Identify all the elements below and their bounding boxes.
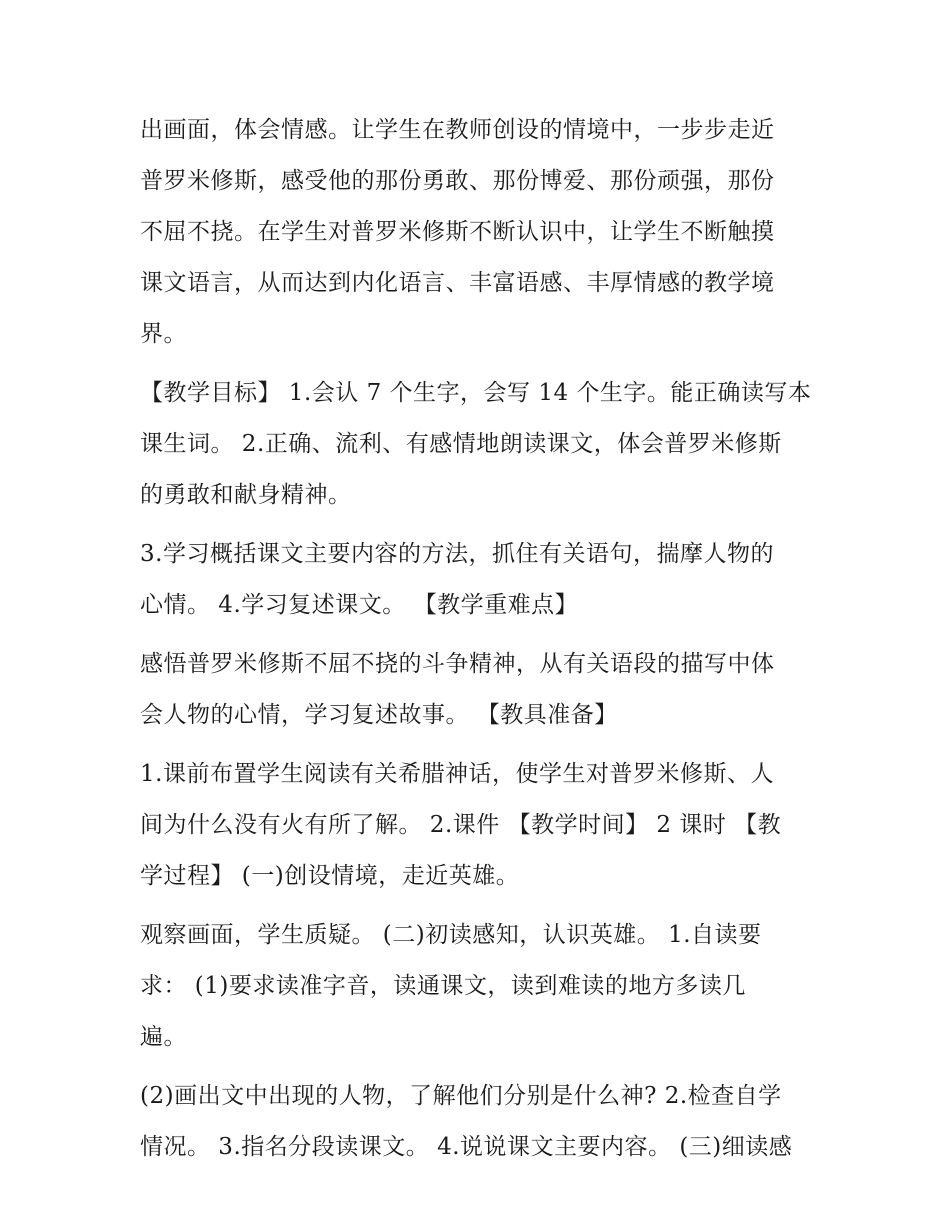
paragraph-gap: [140, 741, 820, 749]
text-line: (2)画出文中出现的人物，了解他们分别是什么神? 2.检查自学: [140, 1083, 782, 1109]
text-line: 出画面，体会情感。让学生在教师创设的情境中，一步步走近: [140, 117, 775, 143]
text-line: 学过程】 (一)创设情境，走近英雄。: [140, 863, 520, 889]
document-body: [140, 105, 820, 1173]
text-line: 遍。: [140, 1024, 187, 1050]
paragraph-gap: [140, 1063, 820, 1071]
text-line: 界。: [140, 321, 187, 347]
paragraph-gap: [140, 902, 820, 910]
text-line: 观察画面，学生质疑。 (二)初读感知，认识英雄。 1.自读要: [140, 922, 762, 948]
paragraph-gap: [140, 360, 820, 368]
text-line: 【教学目标】 1.会认 7 个生字，会写 14 个生字。能正确读写本: [140, 380, 812, 406]
text-line: 感悟普罗米修斯不屈不挠的斗争精神，从有关语段的描写中体: [140, 651, 775, 677]
text-line: 课生词。 2.正确、流利、有感情地朗读课文，体会普罗米修斯: [140, 431, 782, 457]
text-line: 3.学习概括课文主要内容的方法，抓住有关语句，揣摩人物的: [140, 541, 774, 567]
text-line: 的勇敢和献身精神。: [140, 482, 352, 508]
paragraph-gap: [140, 631, 820, 639]
text-line: 求： (1)要求读准字音，读通课文，读到难读的地方多读几: [140, 973, 746, 999]
text-line: 课文语言，从而达到内化语言、丰富语感、丰厚情感的教学境: [140, 270, 775, 296]
text-line: 1.课前布置学生阅读有关希腊神话，使学生对普罗米修斯、人: [140, 761, 774, 787]
paragraph-gap: [140, 521, 820, 529]
text-line: 情况。 3.指名分段读课文。 4.说说课文主要内容。 (三)细读感: [140, 1134, 793, 1160]
text-line: 不屈不挠。在学生对普罗米修斯不断认识中，让学生不断触摸: [140, 219, 775, 245]
text-line: 普罗米修斯，感受他的那份勇敢、那份博爱、那份顽强，那份: [140, 168, 775, 194]
text-line: 心情。 4.学习复述课文。 【教学重难点】: [140, 592, 579, 618]
text-line: 间为什么没有火有所了解。 2.课件 【教学时间】 2 课时 【教: [140, 812, 782, 838]
text-line: 会人物的心情，学习复述故事。 【教具准备】: [140, 702, 618, 728]
